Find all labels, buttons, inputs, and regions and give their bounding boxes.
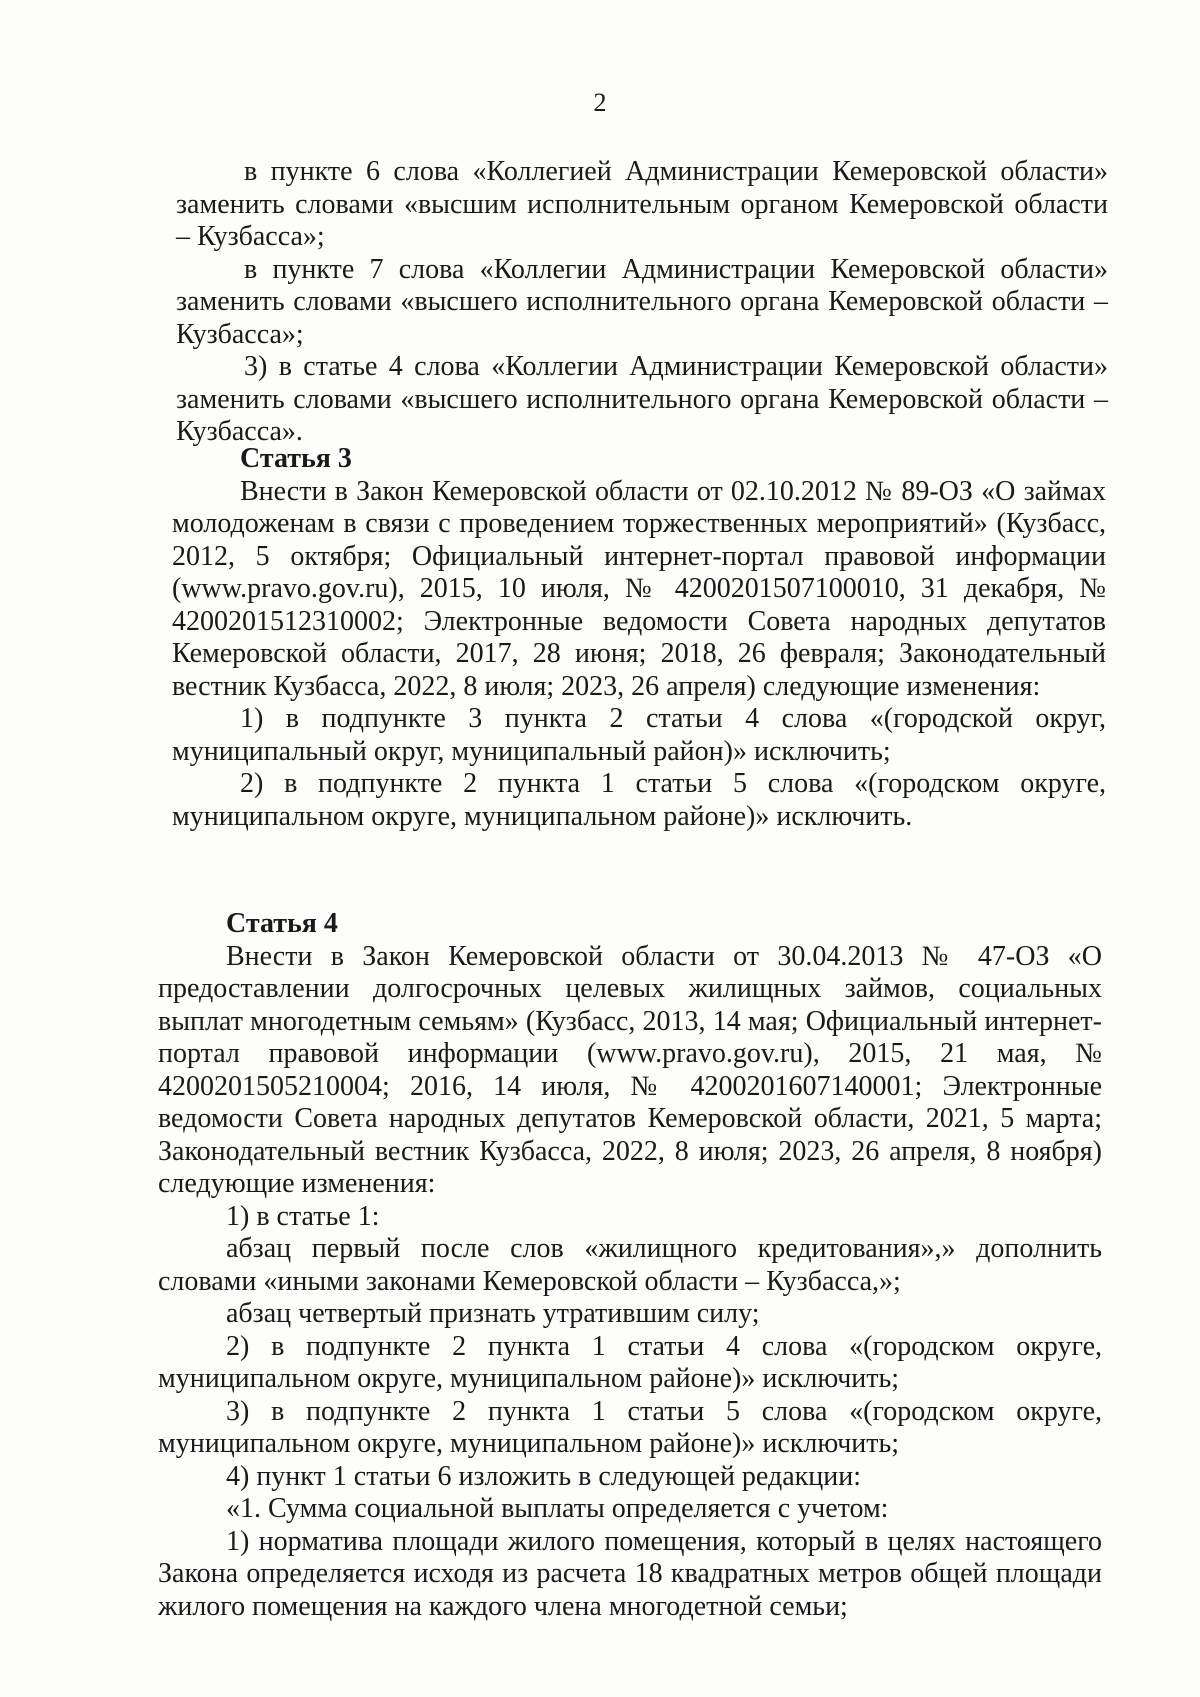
paragraph: 3) в статье 4 слова «Коллегии Администрации Кемеровской области» заменить словами «высшего исполнительного органа Кемеровской области – Кузбасса».: [176, 351, 1108, 447]
article-4: [158, 908, 1102, 1623]
paragraph: 2) в подпункте 2 пункта 1 статьи 5 слова «(городском округе, муниципальном округе, муниципальном районе)» исключить.: [172, 768, 1106, 832]
paragraph: 1) в статье 1:: [226, 1200, 380, 1232]
paragraph: в пункте 6 слова «Коллегией Администрации Кемеровской области» заменить словами «высшим исполнительным органом Кемеровской области – Кузбасса»;: [176, 156, 1108, 252]
paragraph: 2) в подпункте 2 пункта 1 статьи 4 слова «(городском округе, муниципальном округе, муниципальном районе)» исключить;: [158, 1330, 1102, 1394]
article-4-heading: Статья 4: [226, 908, 338, 939]
page-number: 2: [593, 88, 607, 117]
article-3: [172, 443, 1106, 833]
article-2-continuation: [176, 156, 1108, 449]
paragraph: абзац первый после слов «жилищного кредитования»,» дополнить словами «иными законами Кемеровской области – Кузбасса,»;: [158, 1233, 1102, 1297]
paragraph: Внести в Закон Кемеровской области от 30.04.2013 № 47-ОЗ «О предоставлении долгосрочных целевых жилищных займов, социальных выплат многодетным семьям» (Кузбасс, 2013, 14 мая; Официальный интернет-портал правовой информации (www.pravo.gov.ru), 2015, 21 мая, № 4200201505210004; 2016, 14 июля, № 4200201607140001; Электронные ведомости Совета народных депутатов Кемеровской области, 2021, 5 марта; Законодательный вестник Кузбасса, 2022, 8 июля; 2023, 26 апреля, 8 ноября) следующие изменения:: [158, 940, 1102, 1199]
paragraph: «1. Сумма социальной выплаты определяется с учетом:: [226, 1493, 889, 1524]
paragraph: 1) норматива площади жилого помещения, который в целях настоящего Закона определяется исходя из расчета 18 квадратных метров общей площади жилого помещения на каждого члена многодетной семьи;: [158, 1525, 1102, 1622]
paragraph: 3) в подпункте 2 пункта 1 статьи 5 слова «(городском округе, муниципальном округе, муниципальном районе)» исключить;: [158, 1395, 1102, 1459]
paragraph: Внести в Закон Кемеровской области от 02.10.2012 № 89-ОЗ «О займах молодоженам в связи с проведением торжественных мероприятий» (Кузбасс, 2012, 5 октября; Официальный интернет-портал правовой информации (www.pravo.gov.ru), 2015, 10 июля, № 4200201507100010, 31 декабря, № 4200201512310002; Электронные ведомости Совета народных депутатов Кемеровской области, 2017, 28 июня; 2018, 26 февраля; Законодательный вестник Кузбасса, 2022, 8 июля; 2023, 26 апреля) следующие изменения:: [172, 475, 1106, 702]
article-3-heading: Статья 3: [240, 443, 352, 474]
paragraph: 4) пункт 1 статьи 6 изложить в следующей редакции:: [226, 1460, 862, 1492]
paragraph: 1) в подпункте 3 пункта 2 статьи 4 слова «(городской округ, муниципальный округ, муниципальный район)» исключить;: [172, 703, 1106, 767]
paragraph: в пункте 7 слова «Коллегии Администрации Кемеровской области» заменить словами «высшего исполнительного органа Кемеровской области – Кузбасса»;: [176, 253, 1108, 350]
paragraph: абзац четвертый признать утратившим силу;: [226, 1298, 760, 1329]
